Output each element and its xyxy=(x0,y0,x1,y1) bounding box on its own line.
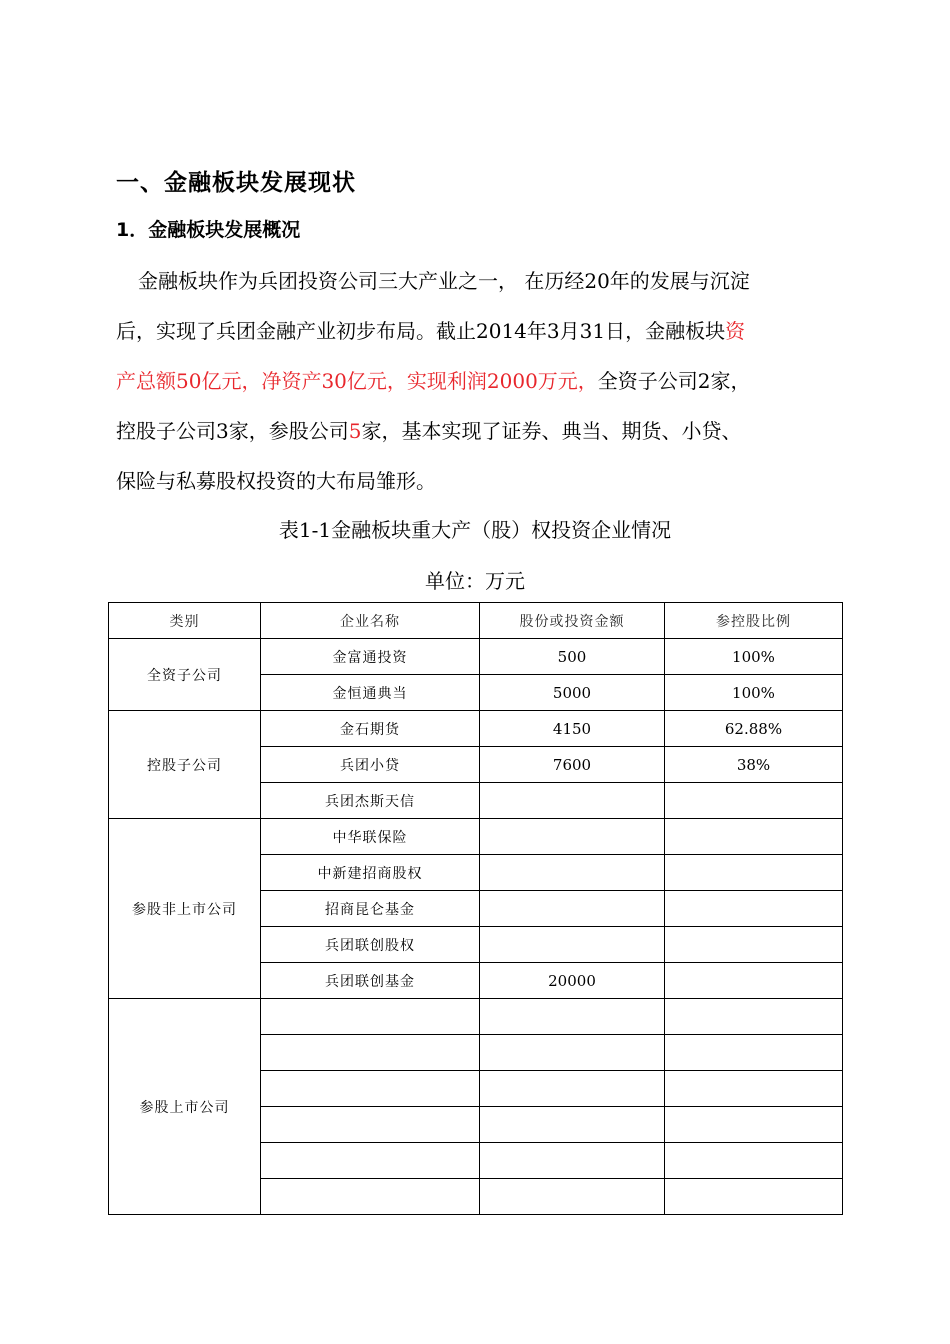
company-name-cell xyxy=(261,1035,480,1071)
amount-cell: 500 xyxy=(480,639,665,675)
amount-cell: 7600 xyxy=(480,747,665,783)
ratio-cell xyxy=(665,1143,843,1179)
company-name-cell: 兵团杰斯天信 xyxy=(261,783,480,819)
ratio-cell xyxy=(665,855,843,891)
paragraph-line-5: 保险与私募股权投资的大布局雏形。 xyxy=(116,469,436,493)
header-company-name: 企业名称 xyxy=(261,603,480,639)
company-name-cell xyxy=(261,1071,480,1107)
amount-cell xyxy=(480,783,665,819)
ratio-cell xyxy=(665,1071,843,1107)
paragraph-line-2 xyxy=(116,306,838,356)
ratio-cell: 100% xyxy=(665,675,843,711)
paragraph-line-4-highlight: 5 xyxy=(348,419,362,443)
ratio-cell xyxy=(665,999,843,1035)
company-name-cell xyxy=(261,999,480,1035)
company-name-cell: 金富通投资 xyxy=(261,639,480,675)
section-heading: 一、金融板块发展现状 xyxy=(116,170,356,196)
header-category: 类别 xyxy=(109,603,261,639)
table-row xyxy=(109,711,843,747)
company-name-cell: 金石期货 xyxy=(261,711,480,747)
paragraph-line-2-highlight: 资 xyxy=(725,319,746,343)
ratio-cell xyxy=(665,783,843,819)
category-cell: 控股子公司 xyxy=(109,711,261,819)
paragraph-line-4-text-b: 家，基本实现了证券、典当、期货、小贷、 xyxy=(361,419,742,443)
paragraph-line-2-text: 后，实现了兵团金融产业初步布局。截止2014年3月31日，金融板块 xyxy=(116,319,726,343)
table-row xyxy=(109,639,843,675)
amount-cell xyxy=(480,1179,665,1215)
paragraph-line-3 xyxy=(116,356,838,406)
ratio-cell xyxy=(665,891,843,927)
company-name-cell: 兵团联创股权 xyxy=(261,927,480,963)
paragraph-line-1: 金融板块作为兵团投资公司三大产业之一， 在历经20年的发展与沉淀 xyxy=(138,269,750,293)
company-name-cell: 兵团联创基金 xyxy=(261,963,480,999)
category-cell: 参股上市公司 xyxy=(109,999,261,1215)
body-paragraph xyxy=(116,256,838,506)
company-name-cell: 中新建招商股权 xyxy=(261,855,480,891)
amount-cell xyxy=(480,1107,665,1143)
amount-cell: 5000 xyxy=(480,675,665,711)
ratio-cell xyxy=(665,819,843,855)
category-cell: 全资子公司 xyxy=(109,639,261,711)
amount-cell xyxy=(480,855,665,891)
amount-cell xyxy=(480,819,665,855)
ratio-cell xyxy=(665,927,843,963)
company-name-cell xyxy=(261,1143,480,1179)
paragraph-line-4-text-a: 控股子公司3家，参股公司 xyxy=(116,419,349,443)
paragraph-line-4 xyxy=(116,406,838,456)
ratio-cell: 62.88% xyxy=(665,711,843,747)
table-row xyxy=(109,999,843,1035)
company-name-cell: 兵团小贷 xyxy=(261,747,480,783)
amount-cell xyxy=(480,927,665,963)
amount-cell xyxy=(480,891,665,927)
amount-cell xyxy=(480,1143,665,1179)
amount-cell: 4150 xyxy=(480,711,665,747)
ratio-cell xyxy=(665,1179,843,1215)
company-name-cell: 金恒通典当 xyxy=(261,675,480,711)
company-name-cell xyxy=(261,1107,480,1143)
company-name-cell xyxy=(261,1179,480,1215)
paragraph-line-3-text: 全资子公司2家， xyxy=(597,369,751,393)
ratio-cell: 38% xyxy=(665,747,843,783)
amount-cell xyxy=(480,999,665,1035)
table-header-row xyxy=(109,603,843,639)
investment-table xyxy=(108,602,843,1215)
ratio-cell: 100% xyxy=(665,639,843,675)
company-name-cell: 中华联保险 xyxy=(261,819,480,855)
company-name-cell: 招商昆仑基金 xyxy=(261,891,480,927)
subsection-heading: 1．金融板块发展概况 xyxy=(116,219,301,241)
header-ratio: 参控股比例 xyxy=(665,603,843,639)
ratio-cell xyxy=(665,1107,843,1143)
paragraph-line-3-highlight: 产总额50亿元，净资产30亿元，实现利润2000万元， xyxy=(116,369,598,393)
amount-cell xyxy=(480,1071,665,1107)
ratio-cell xyxy=(665,1035,843,1071)
category-cell: 参股非上市公司 xyxy=(109,819,261,999)
amount-cell xyxy=(480,1035,665,1071)
amount-cell: 20000 xyxy=(480,963,665,999)
unit-label: 单位：万元 xyxy=(425,569,525,593)
table-caption: 表1-1金融板块重大产（股）权投资企业情况 xyxy=(278,518,672,542)
header-amount: 股份或投资金额 xyxy=(480,603,665,639)
ratio-cell xyxy=(665,963,843,999)
table-row xyxy=(109,819,843,855)
